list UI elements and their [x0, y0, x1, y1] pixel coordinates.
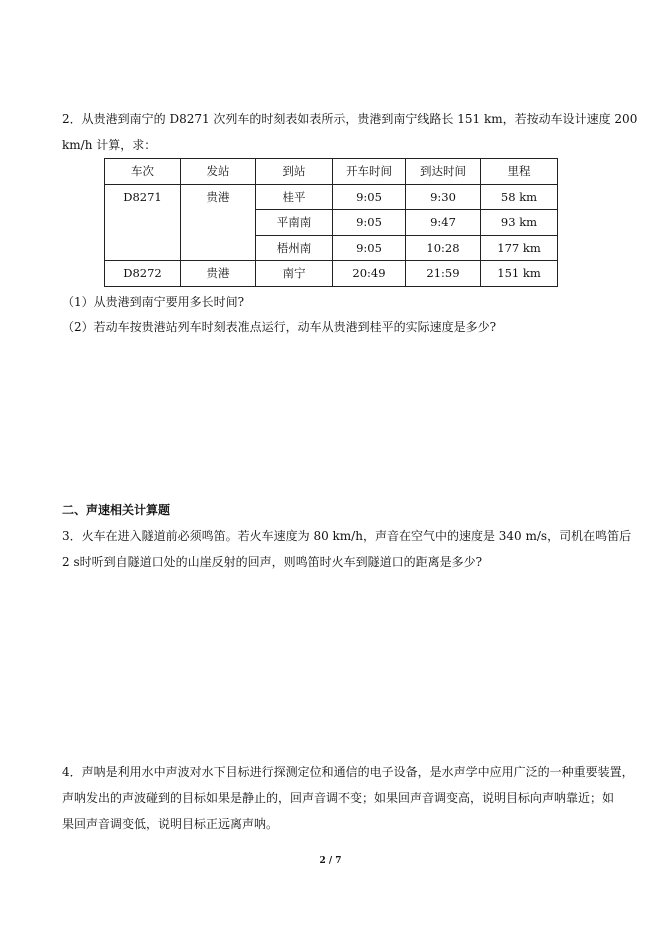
cell-from: 贵港 — [181, 261, 256, 287]
cell-distance: 93 km — [481, 210, 558, 236]
header-depart: 开车时间 — [333, 159, 406, 185]
cell-distance: 177 km — [481, 235, 558, 261]
table-row — [105, 184, 558, 210]
q2-line-1: 2．从贵港到南宁的 D8271 次列车的时刻表如表所示，贵港到南宁线路长 151 km，若按动车设计速度 200 — [62, 112, 638, 126]
cell-depart: 9:05 — [333, 235, 406, 261]
cell-arrive: 10:28 — [406, 235, 481, 261]
q4-line-2: 声呐发出的声波碰到的目标如果是静止的，回声音调不变；如果回声音调变高，说明目标向声呐靠近；如 — [62, 791, 615, 805]
cell-distance: 58 km — [481, 184, 558, 210]
cell-distance: 151 km — [481, 261, 558, 287]
cell-train: D8271 — [105, 184, 181, 261]
timetable — [104, 158, 558, 287]
header-distance: 里程 — [481, 159, 558, 185]
table-header-row — [105, 159, 558, 185]
q4-line-3: 果回声音调变低，说明目标正远离声呐。 — [62, 817, 279, 831]
cell-arrive: 9:47 — [406, 210, 481, 236]
q4-line-1: 4．声呐是利用水中声波对水下目标进行探测定位和通信的电子设备，是水声学中应用广泛的一种重要装置， — [62, 765, 634, 779]
cell-depart: 20:49 — [333, 261, 406, 287]
header-arrive: 到达时间 — [406, 159, 481, 185]
cell-to: 桂平 — [256, 184, 333, 210]
cell-train: D8272 — [105, 261, 181, 287]
cell-to: 平南南 — [256, 210, 333, 236]
cell-from: 贵港 — [181, 184, 256, 261]
cell-depart: 9:05 — [333, 184, 406, 210]
cell-arrive: 21:59 — [406, 261, 481, 287]
cell-to: 梧州南 — [256, 235, 333, 261]
header-to: 到站 — [256, 159, 333, 185]
q3-line-1: 3．火车在进入隧道前必须鸣笛。若火车速度为 80 km/h，声音在空气中的速度是 340 m/s，司机在鸣笛后 — [62, 529, 632, 543]
cell-arrive: 9:30 — [406, 184, 481, 210]
q2-sub-question-2: （2）若动车按贵港站列车时刻表准点运行，动车从贵港到桂平的实际速度是多少? — [62, 320, 497, 334]
q2-sub-question-1: （1）从贵港到南宁要用多长时间? — [62, 295, 245, 309]
table-row — [105, 261, 558, 287]
page-number: 2 / 7 — [319, 856, 342, 866]
header-from: 发站 — [181, 159, 256, 185]
q3-line-2: 2 s时听到自隧道口处的山崖反射的回声，则鸣笛时火车到隧道口的距离是多少? — [62, 555, 483, 569]
q2-line-2: km/h 计算，求： — [62, 138, 157, 152]
cell-depart: 9:05 — [333, 210, 406, 236]
cell-to: 南宁 — [256, 261, 333, 287]
header-train: 车次 — [105, 159, 181, 185]
section-title: 二、声速相关计算题 — [62, 503, 171, 517]
